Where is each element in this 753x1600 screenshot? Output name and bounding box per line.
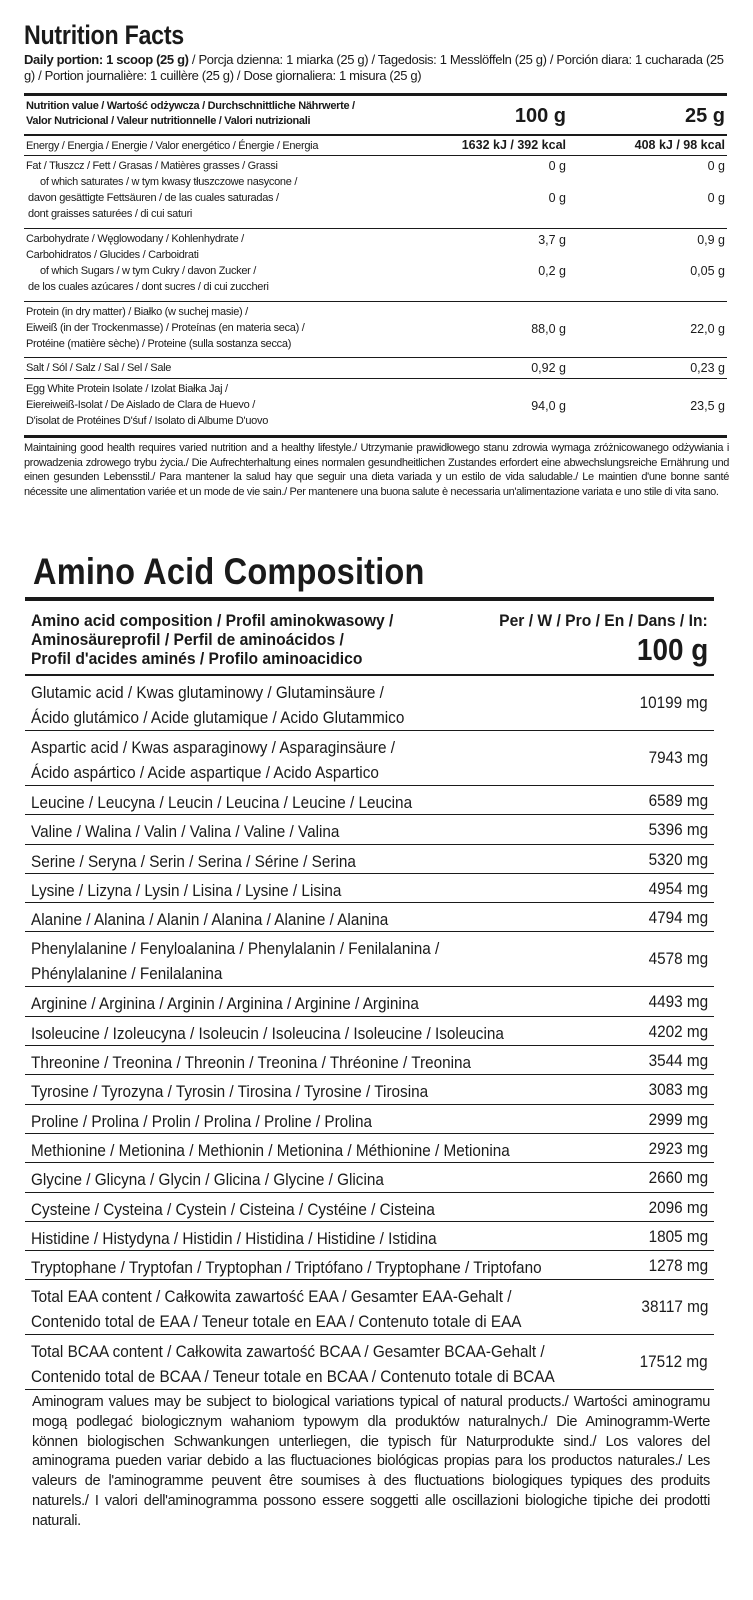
saturates-value-100g: 0 g — [548, 191, 566, 205]
amino-acid-name — [31, 1226, 437, 1251]
amino-acid-name-line: Serine / Seryna / Serin / Serina / Sérine / Serina — [31, 851, 356, 871]
amino-acid-name-line: Tryptophane / Tryptofan / Tryptophan / Triptófano / Tryptophane / Triptofano — [31, 1258, 542, 1278]
amino-acid-name — [31, 680, 404, 730]
amino-acid-name-line: Ácido aspártico / Acide aspartique / Acido Aspartico — [31, 763, 379, 782]
amino-acid-name-line: Methionine / Metionina / Methionin / Metionina / Méthionine / Metionina — [31, 1140, 510, 1160]
sugars-label-line: of which Sugars / w tym Cukry / davon Zucker / — [40, 265, 257, 277]
carbohydrate-row — [24, 229, 727, 302]
nutrition-table — [24, 93, 727, 438]
amino-acid-value: 2660 mg — [648, 1168, 708, 1188]
carbohydrate-value-100g: 3,7 g — [538, 233, 566, 247]
protein-label-line: Protéine (matière sèche) / Proteine (sulla sostanza secca) — [26, 338, 292, 350]
amino-acid-row — [25, 1105, 714, 1134]
amino-acid-name-line: Aspartic acid / Kwas asparaginowy / Asparaginsäure / — [31, 738, 395, 757]
amino-acid-value: 1278 mg — [648, 1256, 708, 1276]
protein-label — [26, 304, 416, 352]
amino-acid-name — [31, 907, 388, 932]
amino-acid-name — [31, 1109, 372, 1134]
energy-value-25g: 408 kJ / 98 kcal — [634, 138, 725, 152]
amino-acid-name — [31, 1284, 522, 1334]
egg-white-isolate-row — [24, 379, 727, 435]
amino-acid-value: 3544 mg — [648, 1051, 708, 1071]
amino-acid-name-line: Glycine / Glicyna / Glycin / Glicina / Glycine / Glicina — [31, 1170, 384, 1190]
fat-value-25g: 0 g — [707, 159, 725, 173]
amino-header-unit: 100 g — [636, 632, 708, 667]
amino-acid-title: Amino Acid Composition — [33, 551, 425, 592]
amino-acid-name-line: Alanine / Alanina / Alanin / Alanina / Alanine / Alanina — [31, 910, 389, 930]
amino-acid-row — [25, 786, 714, 815]
amino-acid-name-line: Tyrosine / Tyrozyna / Tyrosin / Tirosina / Tyrosine / Tirosina — [31, 1082, 429, 1102]
amino-table-header — [25, 601, 714, 676]
amino-acid-name — [31, 819, 339, 844]
amino-acid-name-line: Cysteine / Cysteina / Cystein / Cisteina / Cystéine / Cisteina — [31, 1199, 435, 1219]
amino-acid-value: 7943 mg — [648, 748, 708, 767]
amino-acid-name — [31, 735, 395, 785]
amino-acid-value: 4202 mg — [648, 1021, 708, 1041]
amino-acid-row — [25, 845, 714, 874]
amino-acid-name-line: Arginine / Arginina / Arginin / Arginina / Arginine / Arginina — [31, 994, 419, 1014]
amino-acid-value: 4578 mg — [648, 949, 708, 969]
egg-label-line: Egg White Protein Isolate / Izolat Białka Jaj / — [26, 383, 228, 395]
amino-acid-row — [25, 676, 714, 731]
amino-acid-row — [25, 1046, 714, 1075]
amino-acid-name-line: Total BCAA content / Całkowita zawartość BCAA / Gesamter BCAA-Gehalt / — [31, 1342, 545, 1362]
amino-header-line: Aminosäureprofil / Perfil de aminoácidos / — [31, 630, 344, 649]
nutrition-table-header — [24, 96, 727, 136]
amino-header-label — [31, 611, 393, 668]
energy-value-100g: 1632 kJ / 392 kcal — [461, 138, 566, 152]
amino-acid-name — [31, 1197, 435, 1222]
amino-acid-row — [25, 731, 714, 786]
protein-value-100g: 88,0 g — [531, 322, 566, 336]
sugars-label-line: de los cuales azúcares / dont sucres / di cui zuccheri — [28, 281, 269, 293]
serving-size-bold: Daily portion: 1 scoop (25 g) — [24, 52, 189, 67]
amino-acid-value: 10199 mg — [639, 693, 708, 712]
serving-size-rest: / Porcja dzienna: 1 miarka (25 g) / Tagedosis: 1 Messlöffeln (25 g) / Porción diara: 1 cucharada (25 g) / Portion journalière: 1 cuillère (25 g) / Dose giornaliera: 1 misura (25 g) — [24, 52, 724, 83]
egg-label-line: Eiereiweiß-Isolat / De Aislado de Clara de Huevo / — [26, 399, 255, 411]
nutrition-header-label — [26, 99, 416, 129]
amino-acid-name-line: Glutamic acid / Kwas glutaminowy / Glutaminsäure / — [31, 683, 384, 702]
serving-size-text — [24, 52, 729, 84]
saturates-label-line: davon gesättigte Fettsäuren / de las cuales saturadas / — [28, 192, 279, 204]
amino-acid-name — [31, 1255, 542, 1280]
nutrition-facts-title: Nutrition Facts — [24, 20, 184, 50]
amino-acid-name — [31, 790, 412, 815]
amino-acid-name-line: Contenido total de BCAA / Teneur totale en BCAA / Contenuto totale di BCAA — [31, 1367, 555, 1387]
amino-acid-name — [31, 1138, 510, 1163]
amino-acid-name — [31, 936, 439, 986]
amino-acid-name-line: Leucine / Leucyna / Leucin / Leucina / Leucine / Leucina — [31, 793, 413, 812]
carbohydrate-label — [26, 231, 416, 295]
header-label-line: Nutrition value / Wartość odżywcza / Durchschnittliche Nährwerte / — [26, 100, 355, 112]
amino-acid-row — [25, 932, 714, 987]
amino-acid-name — [31, 878, 341, 903]
carbohydrate-value-25g: 0,9 g — [697, 233, 725, 247]
protein-value-25g: 22,0 g — [690, 322, 725, 336]
amino-acid-value: 6589 mg — [648, 791, 708, 810]
amino-acid-name-line: Proline / Prolina / Prolin / Prolina / Proline / Prolina — [31, 1111, 373, 1131]
amino-acid-value: 4954 mg — [648, 878, 708, 898]
egg-value-100g: 94,0 g — [531, 399, 566, 413]
amino-acid-value: 4794 mg — [648, 908, 708, 928]
amino-acid-value: 1805 mg — [648, 1226, 708, 1246]
amino-acid-row — [25, 1134, 714, 1163]
amino-acid-value: 2923 mg — [648, 1138, 708, 1158]
amino-acid-row — [25, 874, 714, 903]
salt-value-100g: 0,92 g — [531, 361, 566, 375]
amino-acid-row — [25, 987, 714, 1016]
amino-acid-name-line: Ácido glutámico / Acide glutamique / Acido Glutammico — [31, 708, 405, 727]
carbohydrate-label-line: Carbohydrate / Węglowodany / Kohlenhydrate / — [26, 233, 244, 245]
amino-header-line: Amino acid composition / Profil aminokwasowy / — [31, 611, 394, 630]
amino-acid-name-line: Total EAA content / Całkowita zawartość EAA / Gesamter EAA-Gehalt / — [31, 1287, 512, 1307]
fat-label-line: Fat / Tłuszcz / Fett / Grasas / Matières grasses / Grassi — [26, 160, 278, 172]
column-25g-header: 25 g — [684, 105, 725, 127]
amino-acid-value: 3083 mg — [648, 1080, 708, 1100]
amino-header-line: Profil d'acides aminés / Profilo aminoacidico — [31, 649, 363, 668]
egg-value-25g: 23,5 g — [690, 399, 725, 413]
amino-acid-row — [25, 1222, 714, 1251]
amino-acid-row — [25, 815, 714, 844]
amino-acid-name — [31, 1050, 471, 1075]
amino-acid-name-line: Valine / Walina / Valin / Valina / Valine / Valina — [31, 822, 340, 842]
energy-row — [24, 136, 727, 156]
amino-acid-row — [25, 1163, 714, 1192]
amino-acid-table — [25, 597, 714, 1390]
amino-acid-row — [25, 1075, 714, 1104]
amino-acid-name — [31, 1079, 428, 1104]
protein-row — [24, 302, 727, 358]
fat-row — [24, 156, 727, 229]
sugars-value-100g: 0,2 g — [538, 264, 566, 278]
saturates-label-line: dont graisses saturées / di cui saturi — [28, 208, 193, 220]
amino-header-per: Per / W / Pro / En / Dans / In: — [499, 611, 708, 630]
column-100g-header: 100 g — [514, 105, 566, 127]
amino-rows — [25, 676, 714, 1390]
amino-acid-name — [31, 849, 356, 874]
header-label-line: Valor Nutricional / Valeur nutritionnelle / Valori nutrizionali — [26, 115, 311, 127]
nutrition-disclaimer: Maintaining good health requires varied nutrition and a healthy lifestyle./ Utrzymanie prawidłowego stanu zdrowia wymaga zróżnicowanego odżywiania i prowadzenia zdrowego trybu życia./ Die Aufrechterhaltung eines normalen gesundheitlichen Zustandes erfordert eine abwechslungsreiche Ernährung und einen gesunden Lebensstil./ Para mantener la salud hay que seguir una dieta variada y un estilo de vida saludable./ Le maintien d'une bonne santé nécessite une alimentation variée et un mode de vie sain./ Per mantenere una buona salute è necessaria un'alimentazione variata e uno stile di vita sano. — [24, 442, 729, 498]
amino-acid-name — [31, 1021, 504, 1046]
saturates-value-25g: 0 g — [707, 191, 725, 205]
amino-acid-name-line: Contenido total de EAA / Teneur totale en EAA / Contenuto totale di EAA — [31, 1312, 522, 1332]
amino-acid-name-line: Threonine / Treonina / Threonin / Treonina / Thréonine / Treonina — [31, 1053, 472, 1073]
egg-white-isolate-label — [26, 381, 416, 429]
amino-acid-row — [25, 903, 714, 932]
amino-acid-name-line: Phénylalanine / Fenilalanina — [31, 964, 223, 984]
salt-label: Salt / Sól / Salz / Sal / Sel / Sale — [26, 362, 172, 374]
amino-acid-row — [25, 1280, 714, 1335]
amino-acid-value: 2999 mg — [648, 1109, 708, 1129]
amino-acid-value: 17512 mg — [639, 1352, 708, 1372]
amino-acid-name — [31, 1167, 384, 1192]
amino-acid-value: 38117 mg — [641, 1297, 708, 1317]
carbohydrate-label-line: Carbohidratos / Glucides / Carboidrati — [26, 249, 199, 261]
energy-label: Energy / Energia / Energie / Valor energético / Énergie / Energia — [26, 140, 319, 152]
amino-acid-name-line: Lysine / Lizyna / Lysin / Lisina / Lysine / Lisina — [31, 880, 342, 900]
fat-value-100g: 0 g — [548, 159, 566, 173]
amino-acid-value: 5320 mg — [648, 849, 708, 869]
amino-acid-value: 4493 mg — [648, 992, 708, 1012]
amino-acid-name-line: Isoleucine / Izoleucyna / Isoleucin / Isoleucina / Isoleucine / Isoleucina — [31, 1023, 504, 1043]
amino-acid-row — [25, 1335, 714, 1390]
amino-acid-value: 2096 mg — [648, 1197, 708, 1217]
amino-acid-row — [25, 1251, 714, 1280]
saturates-label-line: of which saturates / w tym kwasy tłuszczowe nasycone / — [40, 176, 298, 188]
amino-acid-name — [31, 1339, 555, 1389]
amino-acid-value: 5396 mg — [648, 820, 708, 840]
amino-acid-name-line: Phenylalanine / Fenyloalanina / Phenylalanin / Fenilalanina / — [31, 939, 440, 959]
amino-acid-name — [31, 991, 419, 1016]
sugars-value-25g: 0,05 g — [690, 264, 725, 278]
salt-row — [24, 358, 727, 379]
egg-label-line: D'isolat de Protéines D'śuf / Isolato di Albume D'uovo — [26, 415, 269, 427]
amino-acid-row — [25, 1017, 714, 1046]
amino-acid-name-line: Histidine / Histydyna / Histidin / Histidina / Histidine / Istidina — [31, 1228, 437, 1248]
salt-value-25g: 0,23 g — [690, 361, 725, 375]
protein-label-line: Protein (in dry matter) / Białko (w suchej masie) / — [26, 306, 248, 318]
amino-acid-row — [25, 1193, 714, 1222]
protein-label-line: Eiweiß (in der Trockenmasse) / Proteínas (en materia seca) / — [26, 322, 305, 334]
fat-label — [26, 158, 416, 222]
amino-disclaimer: Aminogram values may be subject to biological variations typical of natural products./ Wartości aminogramu mogą podlegać biologicznym wahaniom typowym dla produktów naturalnych./ Die Aminogramm-Werte können biologischen Schwankungen unterliegen, die typisch für Naturprodukte sind./ Los valores del aminograma pueden variar debido a las fluctuaciones biológicas propias para los productos naturales./ Les valeurs de l'aminogramme peuvent être soumises à des fluctuations biologiques typiques des produits naturels./ I valori dell'aminogramma possono essere soggetti alle oscillazioni biologiche tipiche dei prodotti naturali. — [32, 1394, 710, 1529]
